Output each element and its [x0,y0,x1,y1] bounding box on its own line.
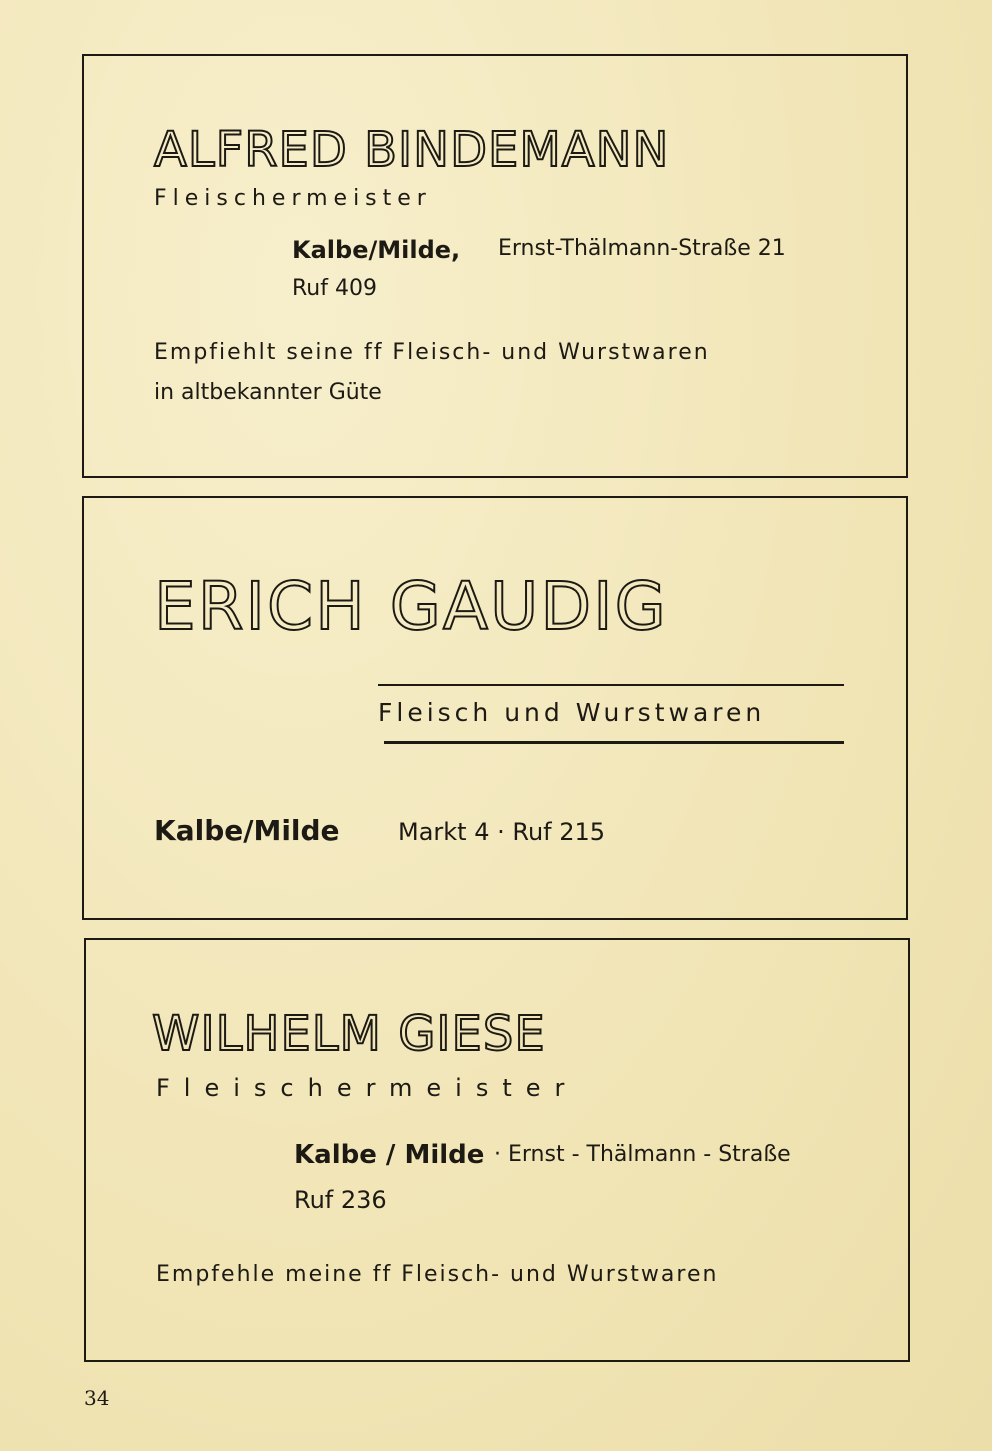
slogan: Empfehle meine ff Fleisch- und Wurstwaren [156,1262,719,1287]
phone: Ruf 409 [292,276,377,301]
city: Kalbe/Milde, [292,236,461,264]
slogan-line-2: in altbekannter Güte [154,380,382,405]
trade-label: Fleischermeister [156,1074,579,1102]
trade-label: Fleischermeister [154,186,432,211]
ad-gaudig [82,496,908,920]
ad-giese [84,938,910,1362]
city: Kalbe / Milde [294,1140,485,1170]
divider-bottom [384,741,844,744]
address-phone: Markt 4 · Ruf 215 [398,818,606,846]
address: Ernst-Thälmann-Straße 21 [498,236,786,261]
page-number: 34 [84,1386,110,1410]
business-name: WILHELM GIESE [152,1006,546,1062]
slogan-line-1: Empfiehlt seine ff Fleisch- und Wurstwaren [154,340,710,365]
divider-top [378,684,844,686]
business-name: ALFRED BINDEMANN [154,122,670,178]
phone: Ruf 236 [294,1186,387,1214]
address: · Ernst - Thälmann - Straße [494,1142,791,1167]
trade-label: Fleisch und Wurstwaren [378,698,766,727]
business-name: ERICH GAUDIG [154,568,668,645]
ad-bindemann [82,54,908,478]
city: Kalbe/Milde [154,814,340,847]
